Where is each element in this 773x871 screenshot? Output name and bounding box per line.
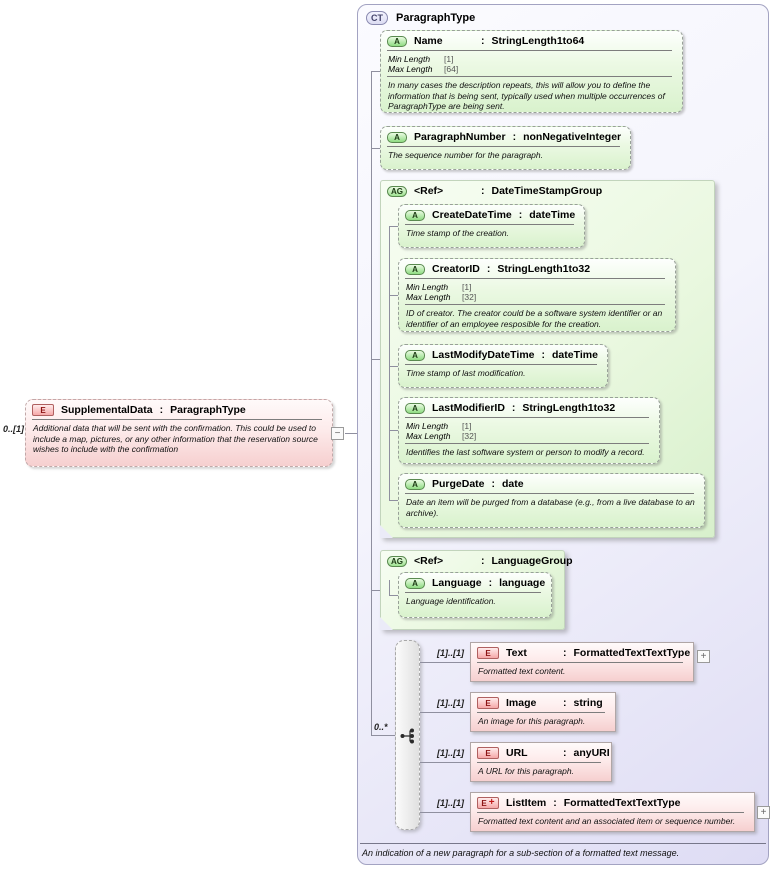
attribute-type: StringLength1to32	[522, 402, 616, 414]
attribute-name-text: LastModifyDateTime	[432, 349, 535, 361]
divider	[477, 662, 683, 663]
facet-value: [32]	[462, 431, 477, 441]
element-name: URL	[506, 747, 528, 759]
element-description: A URL for this paragraph.	[478, 766, 574, 776]
group-ref-text: <Ref>	[414, 185, 444, 197]
facet-value: [32]	[462, 292, 477, 302]
attribute-description: ID of creator. The creator could be a software system identifier or an identifier of an employee resposible for the creation.	[406, 308, 663, 329]
cardinality-label: [1]..[1]	[437, 648, 464, 658]
element-type: anyURI	[573, 747, 610, 759]
colon: :	[563, 697, 567, 709]
divider	[387, 76, 672, 77]
connector-stub	[420, 712, 470, 713]
attribute-type: StringLength1to32	[497, 263, 591, 275]
attribute-icon: A	[405, 578, 425, 589]
element-listitem[interactable]	[470, 792, 755, 832]
complextype-icon: CT	[366, 11, 388, 25]
attribute-description: Time stamp of last modification.	[406, 368, 526, 378]
attribute-icon: A	[405, 403, 425, 414]
facet-label: Max Length	[388, 64, 433, 74]
colon: :	[481, 185, 485, 197]
facet-label: Min Length	[406, 421, 449, 431]
element-image[interactable]	[470, 692, 616, 732]
attribute-description: In many cases the description repeats, this will allow you to define the information that is being sent, typically used when multiple occurrences of ParagraphType are being sent.	[388, 80, 665, 111]
colon: :	[518, 209, 523, 221]
colon: :	[481, 35, 485, 47]
attributegroup-icon: AG	[387, 186, 407, 197]
element-header	[32, 402, 326, 419]
connector-stub	[371, 359, 380, 360]
attribute-name-text: PurgeDate	[432, 478, 485, 490]
element-icon: E	[477, 747, 499, 759]
attribute-type: nonNegativeInteger	[523, 131, 622, 143]
attribute-description: Time stamp of the creation.	[406, 228, 509, 238]
notch	[380, 617, 393, 630]
divider	[405, 443, 649, 444]
attribute-description: Language identification.	[406, 596, 496, 606]
attribute-description: Identifies the last software system or person to modify a record.	[406, 447, 645, 457]
facet-value: [1]	[462, 282, 472, 292]
colon: :	[488, 577, 493, 589]
attribute-description: The sequence number for the paragraph.	[388, 150, 543, 160]
divider	[477, 762, 601, 763]
facet-value: [64]	[444, 64, 459, 74]
colon: :	[512, 131, 517, 143]
attribute-createdatetime[interactable]	[398, 204, 585, 248]
colon: :	[563, 647, 567, 659]
attribute-type: StringLength1to64	[491, 35, 585, 47]
element-description: An image for this paragraph.	[478, 716, 586, 726]
element-type: FormattedTextTextType	[573, 647, 691, 659]
complextype-title: ParagraphType	[396, 12, 476, 24]
attribute-name-text: LastModifierID	[432, 402, 505, 414]
divider	[32, 419, 322, 420]
divider	[477, 712, 605, 713]
expand-button[interactable]: +	[697, 650, 710, 663]
divider	[387, 50, 672, 51]
element-description: Formatted text content and an associated item or sequence number.	[478, 816, 736, 826]
cardinality-label: [1]..[1]	[437, 798, 464, 808]
facet-label: Max Length	[406, 292, 451, 302]
attribute-lastmodifydatetime[interactable]	[398, 344, 608, 388]
attributegroup-icon: AG	[387, 556, 407, 567]
colon: :	[511, 402, 516, 414]
connector-stub	[389, 500, 398, 501]
attribute-language[interactable]	[398, 572, 552, 618]
attribute-name-text: ParagraphNumber	[414, 131, 506, 143]
facet-label: Min Length	[388, 54, 431, 64]
divider	[360, 843, 766, 844]
colon: :	[553, 797, 557, 809]
connector-stub	[389, 430, 398, 431]
cardinality-label: 0..[1]	[3, 424, 25, 434]
element-supplementaldata[interactable]	[25, 399, 333, 467]
divider	[405, 493, 694, 494]
attribute-type: dateTime	[529, 209, 576, 221]
element-name: ListItem	[506, 797, 547, 809]
element-name: Text	[506, 647, 527, 659]
element-name: SupplementalData	[61, 404, 153, 416]
divider	[405, 224, 574, 225]
colon: :	[541, 349, 545, 361]
connector-stub	[371, 735, 395, 736]
colon: :	[491, 478, 496, 490]
connector-trunk	[389, 580, 390, 595]
element-type: ParagraphType	[170, 404, 246, 416]
element-icon-letter: E	[481, 798, 487, 808]
plus-icon: +	[488, 797, 495, 808]
element-icon: E	[477, 647, 499, 659]
divider	[387, 146, 620, 147]
facet-list	[405, 281, 669, 304]
connector-stub	[389, 595, 398, 596]
attribute-icon: A	[387, 132, 407, 143]
colon: :	[481, 555, 485, 567]
divider	[405, 364, 597, 365]
facet-list	[405, 420, 653, 443]
connector-stub	[420, 662, 470, 663]
cardinality-label: 0..*	[374, 722, 388, 732]
cardinality-label: [1]..[1]	[437, 698, 464, 708]
facet-value: [1]	[444, 54, 454, 64]
attribute-type: language	[499, 577, 546, 589]
attribute-type: dateTime	[552, 349, 598, 361]
connector-stub	[371, 148, 380, 149]
element-url[interactable]	[470, 742, 612, 782]
attribute-name-text: CreateDateTime	[432, 209, 512, 221]
facet-label: Min Length	[406, 282, 449, 292]
group-type: LanguageGroup	[491, 555, 573, 567]
element-text[interactable]	[470, 642, 694, 682]
attribute-icon: A	[405, 264, 425, 275]
element-with-children-icon	[477, 797, 499, 809]
colon: :	[159, 404, 164, 416]
facet-list	[387, 53, 676, 76]
facet-value: [1]	[462, 421, 472, 431]
expand-button[interactable]: +	[757, 806, 770, 819]
connector-stub	[371, 71, 380, 72]
attribute-creatorid[interactable]	[398, 258, 676, 332]
connector-stub	[420, 762, 470, 763]
element-description: Additional data that will be sent with the confirmation. This could be used to include a map, pictures, or any other information that the reservation source wishes to include with the confirmation	[33, 423, 318, 454]
group-type: DateTimeStampGroup	[491, 185, 603, 197]
element-icon: E	[32, 404, 54, 416]
colon: :	[486, 263, 491, 275]
group-ref-text: <Ref>	[414, 555, 444, 567]
attribute-icon: A	[405, 210, 425, 221]
attribute-icon: A	[387, 36, 407, 47]
notch	[380, 525, 393, 538]
attribute-lastmodifierid[interactable]	[398, 397, 660, 464]
attribute-name-text: CreatorID	[432, 263, 480, 275]
divider	[405, 592, 541, 593]
collapse-button[interactable]: −	[331, 427, 344, 440]
complextype-annotation: An indication of a new paragraph for a sub-section of a formatted text message.	[362, 848, 680, 858]
attribute-name-text: Language	[432, 577, 482, 589]
element-description: Formatted text content.	[478, 666, 566, 676]
attribute-paragraphnumber[interactable]	[380, 126, 631, 170]
connector-stub	[420, 812, 470, 813]
cardinality-label: [1]..[1]	[437, 748, 464, 758]
connector-stub	[389, 295, 398, 296]
divider	[405, 278, 665, 279]
attribute-name[interactable]	[380, 30, 683, 113]
attribute-type: date	[502, 478, 524, 490]
connector-trunk	[371, 71, 372, 735]
connector-stub	[389, 366, 398, 367]
connector-trunk	[389, 226, 390, 500]
element-icon: E	[477, 697, 499, 709]
divider	[405, 304, 665, 305]
attribute-description: Date an item will be purged from a database (e.g., from a live database to an archive).	[406, 497, 695, 518]
connector-stub	[371, 590, 380, 591]
divider	[405, 417, 649, 418]
facet-label: Max Length	[406, 431, 451, 441]
element-name: Image	[506, 697, 537, 709]
divider	[477, 812, 744, 813]
attribute-purgedate[interactable]	[398, 473, 705, 528]
element-type: FormattedTextTextType	[563, 797, 681, 809]
attribute-icon: A	[405, 479, 425, 490]
complextype-header	[366, 11, 475, 25]
colon: :	[563, 747, 567, 759]
element-type: string	[573, 697, 603, 709]
attribute-name-text: Name	[414, 35, 443, 47]
choice-icon	[399, 727, 419, 745]
connector-stub	[389, 226, 398, 227]
attribute-icon: A	[405, 350, 425, 361]
